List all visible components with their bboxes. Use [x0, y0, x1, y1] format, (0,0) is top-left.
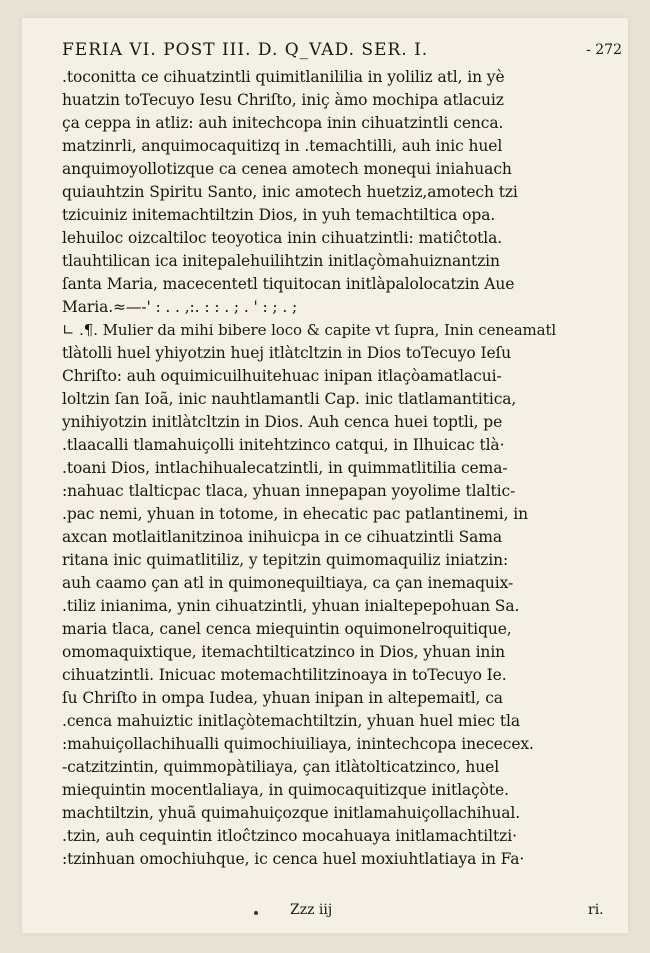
catchword: ri.: [588, 902, 604, 918]
ornament-dot: [254, 911, 258, 915]
text-line: tzicuiniz initemachtiltzin Dios, in yuh temachtiltica opa.: [62, 206, 496, 224]
text-line: huatzin toTecuyo Iesu Chriſto, iniç àmo mochipa atlacuiz: [62, 91, 504, 109]
book-page: [22, 18, 628, 933]
text-line: -catzitzintin, quimmopàtiliaya, çan itlàtolticatzinco, huel: [62, 758, 500, 776]
text-line: matzinrli, anquimocaquitizq in .temachtilli, auh inic huel: [62, 137, 503, 155]
text-line: :mahuiçollachihualli quimochiuiliaya, inintechcopa inececex.: [62, 735, 534, 753]
header-title: FERIA VI. POST III. D. Q_VAD. SER. I.: [62, 40, 429, 60]
text-line: cihuatzintli. Inicuac motemachtilitzinoaya in toTecuyo Ie.: [62, 666, 507, 684]
text-line: .toani Dios, intlachihualecatzintli, in quimmatlitilia cema-: [62, 459, 508, 477]
text-line: loltzin ſan Ioã, inic nauhtlamantli Cap. inic tlatlamantitica,: [62, 390, 517, 408]
text-line: ritana inic quimatlitiliz, y tepitzin quimomaquiliz iniatzin:: [62, 551, 509, 569]
text-line: axcan motlaitlanitzinoa inihuicpa in ce cihuatzintli Sama: [62, 528, 503, 546]
text-line: anquimoyollotizque ca cenea amotech monequi iniahuach: [62, 160, 512, 178]
text-line: :tzinhuan omochiuhque, ic cenca huel moxiuhtlatiaya in Fa·: [62, 850, 525, 868]
text-line: .pac nemi, yhuan in totome, in ehecatic pac patlantinemi, in: [62, 505, 528, 523]
text-line: tlauhtilican ica initepalehuilihtzin initlaçòmahuiznantzin: [62, 252, 500, 270]
text-line: :nahuac tlalticpac tlaca, yhuan innepapan yoyolime tlaltic-: [62, 482, 516, 500]
text-line: Maria.≈—-' : . . ,:. : : . ; . ' : ; . ;: [62, 298, 298, 316]
text-line: miequintin mocentlaliaya, in quimocaquitizque initlaçòte.: [62, 781, 509, 799]
text-line: .cenca mahuiztic initlaçòtemachtiltzin, yhuan huel miec tla: [62, 712, 520, 730]
text-line: tlàtolli huel yhiyotzin huej itlàtcltzin in Dios toTecuyo Ieſu: [62, 344, 512, 362]
text-line: quiauhtzin Spiritu Santo, inic amotech huetziz,amotech tzi: [62, 183, 518, 201]
text-line: .tzin, auh cequintin itloĉtzinco mocahuaya initlamachtiltzi·: [62, 827, 517, 845]
text-line: .toconitta ce cihuatzintli quimitlanililia in yoliliz atl, in yè: [62, 68, 505, 86]
text-line: machtiltzin, yhuã quimahuiçozque initlamahuiçollachihual.: [62, 804, 521, 822]
running-header: [62, 40, 622, 60]
text-line: omomaquixtique, itemachtilticatzinco in Dios, yhuan inin: [62, 643, 506, 661]
text-line: ynihiyotzin initlàtcltzin in Dios. Auh cenca huei toptli, pe: [62, 413, 503, 431]
text-line: auh caamo çan atl in quimonequiltiaya, ca çan inemaquix-: [62, 574, 514, 592]
text-line: ſanta Maria, macecentetl tiquitocan initlàpalolocatzin Aue: [62, 275, 515, 293]
signature-mark: Zzz iij: [290, 902, 333, 918]
text-line: .tiliz inianima, ynin cihuatzintli, yhuan inialtepepohuan Sa.: [62, 597, 520, 615]
text-line: .tlaacalli tlamahuiçolli initehtzinco catqui, in Ilhuicac tlà·: [62, 436, 505, 454]
text-line: ça ceppa in atliz: auh initechcopa inin cihuatzintli cenca.: [62, 114, 504, 132]
paragraph-mark-line: ∟ .¶. Mulier da mihi bibere loco & capite vt ſupra, Inin ceneamatl: [62, 321, 557, 339]
text-line: lehuiloc oizcaltiloc teoyotica inin cihuatzintli: matiĉtotla.: [62, 229, 503, 247]
text-line: ſu Chriſto in ompa Iudea, yhuan inipan in altepemaitl, ca: [62, 689, 503, 707]
folio-number: - 272: [586, 42, 622, 58]
text-line: Chriſto: auh oquimicuilhuitehuac inipan itlaçòamatlacui-: [62, 367, 502, 385]
text-line: maria tlaca, canel cenca miequintin oquimonelroquitique,: [62, 620, 512, 638]
